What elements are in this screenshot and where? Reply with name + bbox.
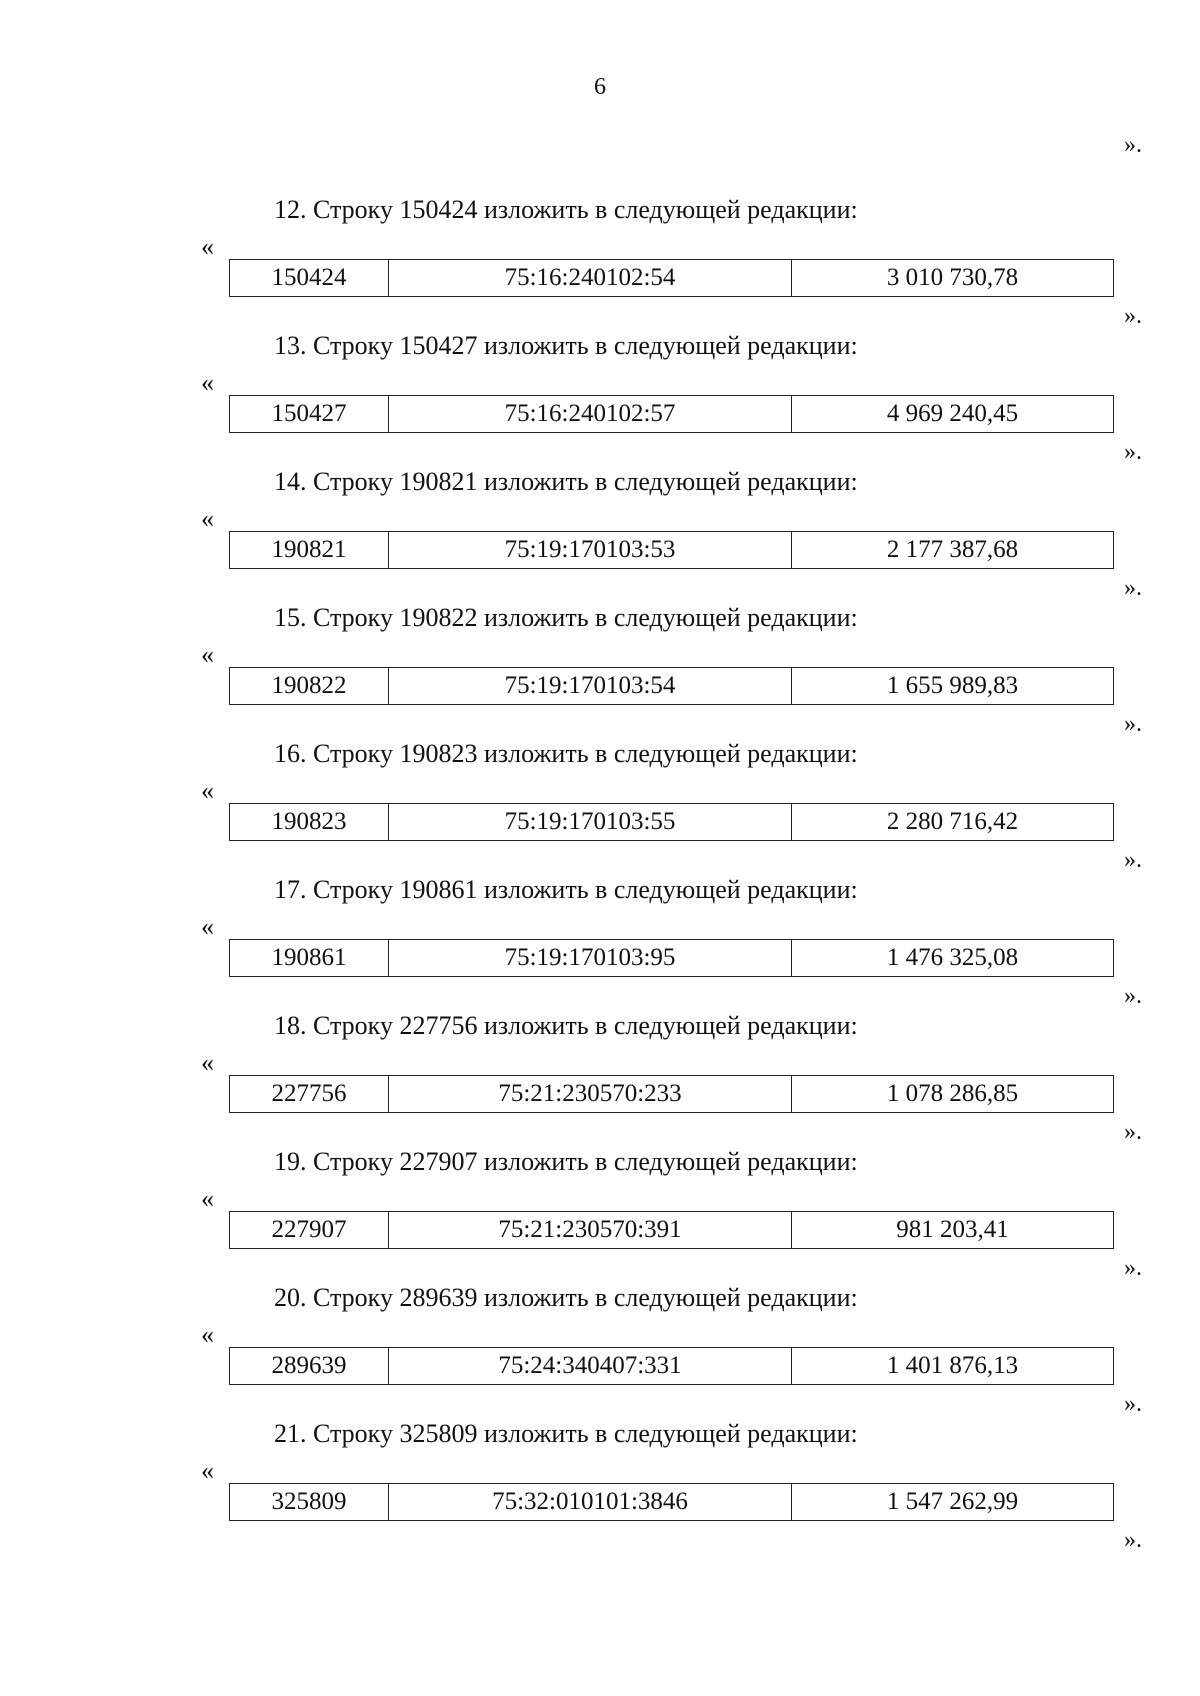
value-cell: 1 476 325,08 — [792, 940, 1114, 977]
value-cell: 1 547 262,99 — [792, 1484, 1114, 1521]
table-row — [230, 1212, 1114, 1249]
amended-row-table — [229, 1347, 1114, 1385]
table-row — [230, 1348, 1114, 1385]
row-code-cell: 190861 — [230, 940, 389, 977]
cadastral-number-cell: 75:24:340407:331 — [389, 1348, 792, 1385]
page-number: 6 — [594, 74, 606, 100]
close-quote: ». — [1124, 1255, 1142, 1281]
close-quote: ». — [1124, 132, 1142, 158]
row-code-cell: 190821 — [230, 532, 389, 569]
row-code-cell: 190823 — [230, 804, 389, 841]
cadastral-number-cell: 75:21:230570:391 — [389, 1212, 792, 1249]
amended-row-table — [229, 1075, 1114, 1113]
row-code-cell: 190822 — [230, 668, 389, 705]
amendment-instruction: 16. Строку 190823 изложить в следующей редакции: — [274, 739, 858, 768]
close-quote: ». — [1124, 711, 1142, 737]
table-row — [230, 260, 1114, 297]
open-quote: « — [201, 1184, 214, 1213]
open-quote: « — [201, 640, 214, 669]
cadastral-number-cell: 75:16:240102:54 — [389, 260, 792, 297]
value-cell: 981 203,41 — [792, 1212, 1114, 1249]
open-quote: « — [201, 504, 214, 533]
table-row — [230, 532, 1114, 569]
open-quote: « — [201, 1048, 214, 1077]
value-cell: 3 010 730,78 — [792, 260, 1114, 297]
amended-row-table — [229, 939, 1114, 977]
amendment-instruction: 12. Строку 150424 изложить в следующей редакции: — [274, 195, 858, 224]
amendment-instruction: 15. Строку 190822 изложить в следующей редакции: — [274, 603, 858, 632]
table-row — [230, 668, 1114, 705]
cadastral-number-cell: 75:32:010101:3846 — [389, 1484, 792, 1521]
open-quote: « — [201, 232, 214, 261]
close-quote: ». — [1124, 983, 1142, 1009]
amendment-instruction: 17. Строку 190861 изложить в следующей редакции: — [274, 875, 858, 904]
close-quote: ». — [1124, 439, 1142, 465]
table-row — [230, 396, 1114, 433]
amendment-instruction: 18. Строку 227756 изложить в следующей редакции: — [274, 1011, 858, 1040]
cadastral-number-cell: 75:19:170103:54 — [389, 668, 792, 705]
row-code-cell: 150424 — [230, 260, 389, 297]
value-cell: 1 401 876,13 — [792, 1348, 1114, 1385]
open-quote: « — [201, 1456, 214, 1485]
amended-row-table — [229, 1483, 1114, 1521]
open-quote: « — [201, 368, 214, 397]
cadastral-number-cell: 75:19:170103:53 — [389, 532, 792, 569]
table-row — [230, 940, 1114, 977]
table-row — [230, 804, 1114, 841]
open-quote: « — [201, 912, 214, 941]
close-quote: ». — [1124, 1119, 1142, 1145]
value-cell: 2 280 716,42 — [792, 804, 1114, 841]
close-quote: ». — [1124, 575, 1142, 601]
table-row — [230, 1076, 1114, 1113]
amendment-instruction: 20. Строку 289639 изложить в следующей редакции: — [274, 1283, 858, 1312]
close-quote: ». — [1124, 1527, 1142, 1553]
amendment-instruction: 19. Строку 227907 изложить в следующей редакции: — [274, 1147, 858, 1176]
cadastral-number-cell: 75:19:170103:95 — [389, 940, 792, 977]
value-cell: 1 078 286,85 — [792, 1076, 1114, 1113]
amended-row-table — [229, 667, 1114, 705]
value-cell: 1 655 989,83 — [792, 668, 1114, 705]
value-cell: 2 177 387,68 — [792, 532, 1114, 569]
row-code-cell: 150427 — [230, 396, 389, 433]
row-code-cell: 325809 — [230, 1484, 389, 1521]
amendment-instruction: 14. Строку 190821 изложить в следующей редакции: — [274, 467, 858, 496]
cadastral-number-cell: 75:16:240102:57 — [389, 396, 792, 433]
row-code-cell: 227907 — [230, 1212, 389, 1249]
amendment-instruction: 13. Строку 150427 изложить в следующей редакции: — [274, 331, 858, 360]
amended-row-table — [229, 395, 1114, 433]
row-code-cell: 289639 — [230, 1348, 389, 1385]
table-row — [230, 1484, 1114, 1521]
row-code-cell: 227756 — [230, 1076, 389, 1113]
amended-row-table — [229, 531, 1114, 569]
amended-row-table — [229, 1211, 1114, 1249]
open-quote: « — [201, 1320, 214, 1349]
amendment-instruction: 21. Строку 325809 изложить в следующей редакции: — [274, 1419, 858, 1448]
amended-row-table — [229, 259, 1114, 297]
close-quote: ». — [1124, 847, 1142, 873]
open-quote: « — [201, 776, 214, 805]
amended-row-table — [229, 803, 1114, 841]
cadastral-number-cell: 75:21:230570:233 — [389, 1076, 792, 1113]
value-cell: 4 969 240,45 — [792, 396, 1114, 433]
close-quote: ». — [1124, 1391, 1142, 1417]
close-quote: ». — [1124, 303, 1142, 329]
cadastral-number-cell: 75:19:170103:55 — [389, 804, 792, 841]
